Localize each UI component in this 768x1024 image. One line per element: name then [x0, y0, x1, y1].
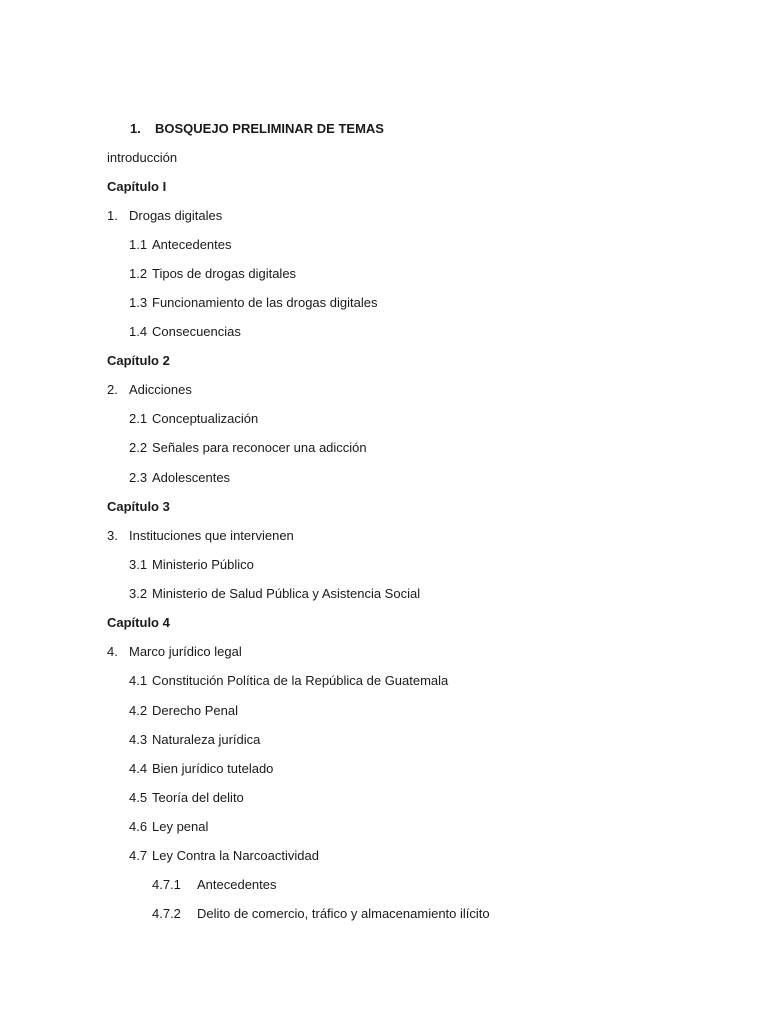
chapter-number: 4.	[107, 644, 118, 659]
chapter-title	[107, 208, 222, 224]
chapter-title-text: Drogas digitales	[129, 208, 223, 223]
item-text: Adolescentes	[152, 470, 231, 485]
chapter-label: Capítulo 4	[107, 615, 170, 630]
item-text: Teoría del delito	[152, 790, 244, 805]
item-text: Ley Contra la Narcoactividad	[152, 848, 319, 863]
item-text: Funcionamiento de las drogas digitales	[152, 295, 378, 310]
intro-line: introducción	[107, 150, 178, 165]
outline-item	[129, 557, 254, 573]
item-number: 1.1	[129, 237, 148, 252]
outline-item	[129, 703, 238, 719]
item-number: 3.2	[129, 586, 148, 601]
item-number: 1.2	[129, 266, 148, 281]
item-text: Constitución Política de la República de Guatemala	[152, 673, 449, 688]
item-number: 4.3	[129, 732, 148, 747]
outline-heading	[130, 121, 384, 137]
item-text: Bien jurídico tutelado	[152, 761, 274, 776]
item-text: Derecho Penal	[152, 703, 238, 718]
item-number: 4.2	[129, 703, 148, 718]
subitem-number: 4.7.2	[152, 906, 181, 921]
item-number: 1.3	[129, 295, 148, 310]
item-number: 4.1	[129, 673, 148, 688]
item-number: 4.7	[129, 848, 148, 863]
outline-item	[129, 470, 230, 486]
item-text: Consecuencias	[152, 324, 241, 339]
outline-heading-number: 1.	[130, 121, 141, 136]
chapter-number: 2.	[107, 382, 118, 397]
subitem-text: Delito de comercio, tráfico y almacenamiento ilícito	[197, 906, 490, 921]
chapter-number: 3.	[107, 528, 118, 543]
item-number: 1.4	[129, 324, 148, 339]
item-number: 3.1	[129, 557, 148, 572]
item-number: 2.1	[129, 411, 148, 426]
outline-item	[129, 790, 244, 806]
chapter-label: Capítulo I	[107, 179, 167, 194]
chapter-title	[107, 528, 294, 544]
item-number: 4.4	[129, 761, 148, 776]
outline-item	[129, 237, 232, 253]
subitem-number: 4.7.1	[152, 877, 181, 892]
outline-item	[129, 295, 377, 311]
outline-item	[129, 411, 258, 427]
outline-item	[129, 266, 296, 282]
item-text: Ley penal	[152, 819, 209, 834]
outline-item	[129, 440, 367, 456]
chapter-title-text: Adicciones	[129, 382, 192, 397]
item-number: 4.6	[129, 819, 148, 834]
item-text: Antecedentes	[152, 237, 232, 252]
item-number: 2.3	[129, 470, 148, 485]
item-number: 4.5	[129, 790, 148, 805]
outline-subitem	[152, 906, 490, 922]
item-text: Naturaleza jurídica	[152, 732, 261, 747]
item-text: Tipos de drogas digitales	[152, 266, 297, 281]
outline-heading-title: BOSQUEJO PRELIMINAR DE TEMAS	[155, 121, 384, 136]
item-text: Ministerio Público	[152, 557, 254, 572]
outline-item	[129, 673, 448, 689]
chapter-title	[107, 644, 242, 660]
outline-item	[129, 732, 260, 748]
item-text: Señales para reconocer una adicción	[152, 440, 367, 455]
outline-item	[129, 324, 241, 340]
chapter-title	[107, 382, 192, 398]
chapter-label: Capítulo 3	[107, 499, 170, 514]
outline-item	[129, 848, 319, 864]
chapter-title-text: Instituciones que intervienen	[129, 528, 294, 543]
item-text: Conceptualización	[152, 411, 259, 426]
outline-item	[129, 586, 420, 602]
outline-item	[129, 819, 208, 835]
item-text: Ministerio de Salud Pública y Asistencia Social	[152, 586, 421, 601]
chapter-number: 1.	[107, 208, 118, 223]
item-number: 2.2	[129, 440, 148, 455]
chapter-label: Capítulo 2	[107, 353, 170, 368]
outline-subitem	[152, 877, 277, 893]
outline-item	[129, 761, 273, 777]
subitem-text: Antecedentes	[197, 877, 277, 892]
chapter-title-text: Marco jurídico legal	[129, 644, 242, 659]
